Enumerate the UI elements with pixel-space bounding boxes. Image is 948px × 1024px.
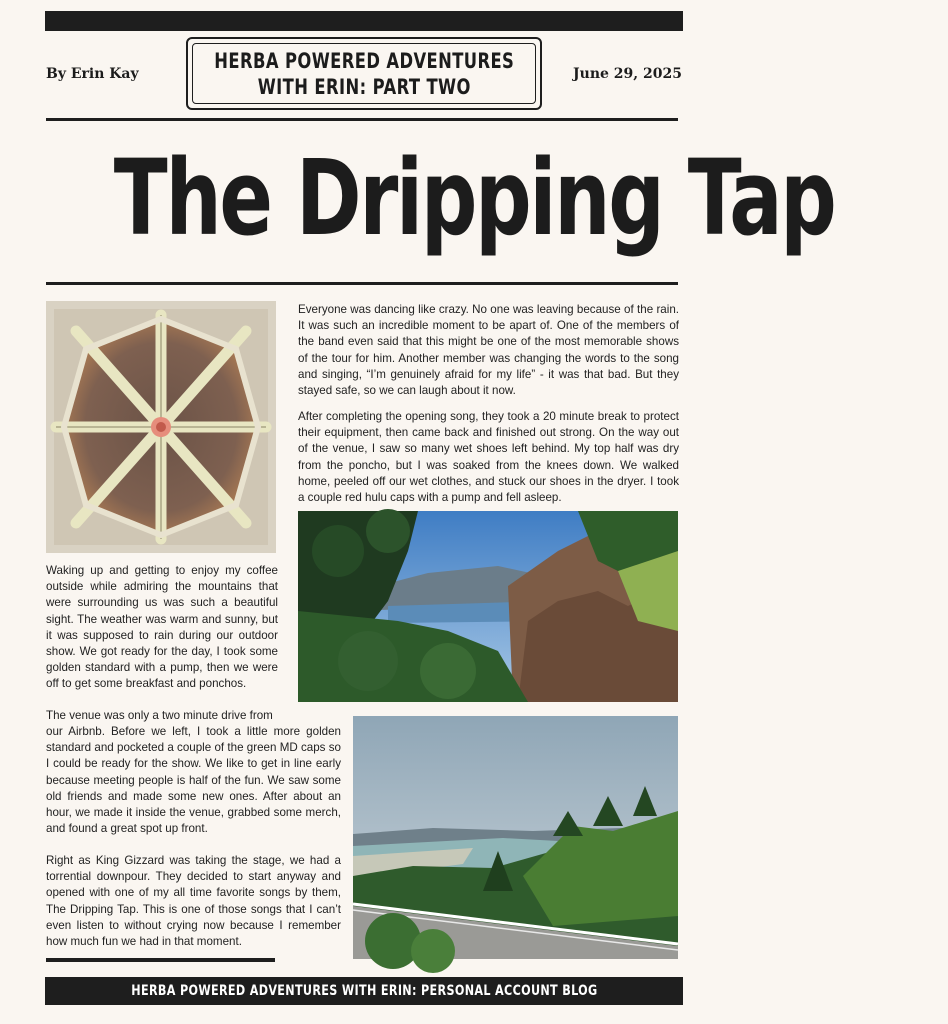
article-paragraph: The venue was only a two minute drive from (46, 709, 273, 722)
headline-text: The Dripping Tap (113, 137, 835, 259)
article-paragraph: Everyone was dancing like crazy. No one was leaving because of the rain. It was such an incredible moment to be apart of. One of the members of the band even said that this might be one of the most memorable shows of the tour for him. Another member was changing the words to the song and singing, “I’m genuinely afraid for my life” - it was that bad. But they stayed safe, so we can laugh about it now. (298, 303, 679, 398)
article-paragraph: Right as King Gizzard was taking the stage, we had a torrential downpour. They decided to start anyway and opened with one of my all time favorite songs by them, The Dripping Tap. This is one of those songs that I can’t even listen to without crying now because I remember how much fun we had in that moment. (46, 854, 341, 949)
publish-date: June 29, 2025 (573, 66, 682, 82)
footer-text: HERBA POWERED ADVENTURES WITH ERIN: PERSONAL ACCOUNT BLOG (130, 983, 598, 999)
top-bar (45, 11, 683, 31)
river-gorge-photo (353, 716, 678, 959)
closing-rule (46, 958, 275, 962)
article-paragraph: Waking up and getting to enjoy my coffee outside while admiring the mountains that were surrounding us was such a beautiful sight. The weather was warm and sunny, but it was supposed to rain during our outdoor show. We got ready for the day, I took some golden standard with a pump, then we were off to get some breakfast and ponchos. (46, 564, 278, 691)
headline-rule (46, 282, 678, 285)
headline (0, 128, 835, 268)
series-title-line1: HERBA POWERED ADVENTURES (214, 48, 514, 73)
series-title-line2: WITH ERIN: PART TWO (257, 74, 471, 99)
byline: By Erin Kay (46, 66, 139, 82)
canyon-photo (298, 511, 678, 702)
article-paragraph: After completing the opening song, they took a 20 minute break to protect their equipment, then came back and finished out strong. On the way out of the venue, I saw so many wet shoes left behind. My top half was dry from the poncho, but I was soaked from the knees down. We walked home, peeled off our wet clothes, and stuck our shoes in the dryer. I took a couple red hulu caps with a pump and fell asleep. (298, 410, 679, 505)
article-paragraph: our Airbnb. Before we left, I took a little more golden standard and pocketed a couple of the green MD caps so I could be ready for the show. We like to get in line early because meeting people is half of the fun. We saw some old friends and made some new ones. After about an hour, we made it inside the venue, grabbed some merch, and found a great spot up front. (46, 725, 341, 836)
series-title-box (186, 37, 542, 110)
dome-ceiling-photo (46, 301, 276, 553)
footer-banner (45, 977, 683, 1005)
header-rule (46, 118, 678, 121)
